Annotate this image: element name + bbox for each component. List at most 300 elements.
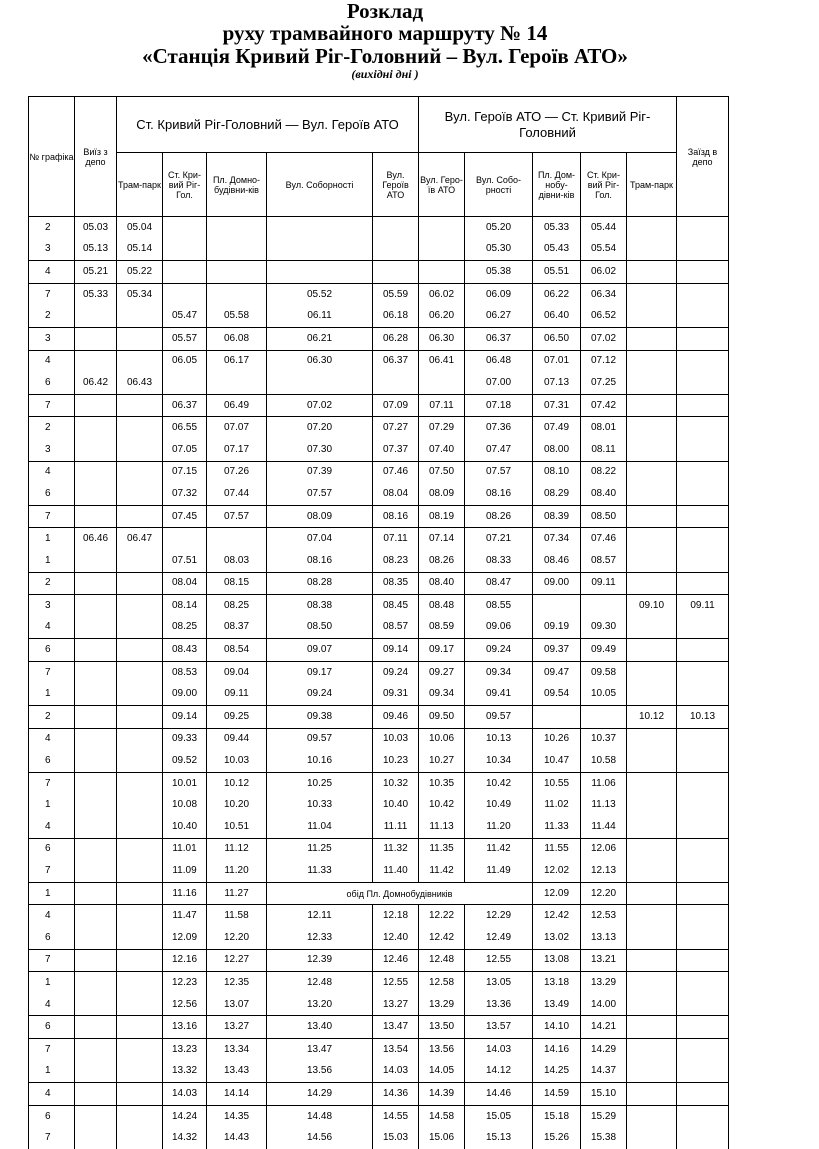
time-cell: 13.50 (419, 1016, 465, 1039)
time-cell (117, 706, 163, 729)
time-cell: 09.37 (533, 639, 581, 662)
col-d1-domno: Пл. Домно-будівни-ків (207, 153, 267, 217)
table-row (29, 683, 729, 705)
time-cell: 06.18 (373, 305, 419, 327)
time-cell (75, 505, 117, 528)
time-cell (627, 1061, 677, 1083)
table-row (29, 327, 729, 350)
time-cell: 14.21 (581, 1016, 627, 1039)
time-cell: 07.46 (373, 461, 419, 483)
time-cell (75, 305, 117, 327)
time-cell: 10.26 (533, 728, 581, 750)
time-cell: 10.12 (207, 772, 267, 794)
time-cell: 10.42 (465, 772, 533, 794)
table-row (29, 994, 729, 1016)
time-cell: 07.00 (465, 372, 533, 394)
time-cell: 11.12 (207, 838, 267, 860)
time-cell (677, 305, 729, 327)
grafik-number: 7 (29, 1127, 75, 1149)
time-cell (75, 350, 117, 372)
time-cell: 09.11 (677, 595, 729, 617)
time-cell (677, 972, 729, 994)
time-cell (75, 882, 117, 905)
time-cell: 11.44 (581, 816, 627, 838)
time-cell: 11.09 (163, 860, 207, 882)
time-cell (75, 572, 117, 595)
time-cell: 14.00 (581, 994, 627, 1016)
time-cell (117, 439, 163, 461)
time-cell: 12.42 (533, 905, 581, 927)
grafik-number: 6 (29, 1105, 75, 1127)
time-cell (627, 683, 677, 705)
time-cell: 07.14 (419, 528, 465, 550)
time-cell: 10.13 (677, 706, 729, 729)
time-cell: 13.27 (373, 994, 419, 1016)
time-cell: 11.04 (267, 816, 373, 838)
time-cell: 10.55 (533, 772, 581, 794)
grafik-number: 1 (29, 528, 75, 550)
route-name: «Станція Кривий Ріг-Головний – Вул. Героїв АТО» (142, 44, 628, 68)
time-cell (677, 949, 729, 972)
time-cell (75, 595, 117, 617)
time-cell: 11.16 (163, 882, 207, 905)
time-cell: 09.52 (163, 750, 207, 772)
time-cell (75, 994, 117, 1016)
time-cell: 14.03 (465, 1038, 533, 1060)
time-cell: 05.58 (207, 305, 267, 327)
time-cell: 08.16 (267, 550, 373, 572)
time-cell: 05.04 (117, 217, 163, 239)
time-cell (627, 483, 677, 505)
time-cell (75, 417, 117, 439)
time-cell (75, 860, 117, 882)
time-cell (677, 905, 729, 927)
time-cell (419, 261, 465, 284)
time-cell: 08.37 (207, 617, 267, 639)
time-cell (677, 461, 729, 483)
time-cell: 06.48 (465, 350, 533, 372)
time-cell (75, 394, 117, 417)
time-cell: 11.13 (419, 816, 465, 838)
time-cell (75, 772, 117, 794)
time-cell: 14.32 (163, 1127, 207, 1149)
time-cell (627, 927, 677, 949)
time-cell: 13.47 (267, 1038, 373, 1060)
time-cell (75, 949, 117, 972)
time-cell: 10.25 (267, 772, 373, 794)
time-cell: 08.19 (419, 505, 465, 528)
time-cell (373, 372, 419, 394)
time-cell (677, 572, 729, 595)
time-cell: 09.44 (207, 728, 267, 750)
time-cell: 08.48 (419, 595, 465, 617)
time-cell (75, 639, 117, 662)
time-cell (117, 683, 163, 705)
table-row (29, 728, 729, 750)
table-row (29, 905, 729, 927)
time-cell: 11.32 (373, 838, 419, 860)
time-cell (117, 972, 163, 994)
time-cell (627, 461, 677, 483)
time-cell (207, 528, 267, 550)
time-cell: 12.48 (267, 972, 373, 994)
time-cell: 06.09 (465, 283, 533, 305)
time-cell (677, 1038, 729, 1060)
time-cell (163, 528, 207, 550)
time-cell: 07.34 (533, 528, 581, 550)
time-cell: 10.47 (533, 750, 581, 772)
time-cell (627, 816, 677, 838)
time-cell: 07.47 (465, 439, 533, 461)
time-cell: 08.55 (465, 595, 533, 617)
time-cell: 09.46 (373, 706, 419, 729)
time-cell: 07.12 (581, 350, 627, 372)
time-cell: 09.31 (373, 683, 419, 705)
time-cell: 08.33 (465, 550, 533, 572)
time-cell (677, 683, 729, 705)
grafik-number: 7 (29, 394, 75, 417)
time-cell: 14.46 (465, 1083, 533, 1106)
time-cell (163, 283, 207, 305)
time-cell: 09.38 (267, 706, 373, 729)
grafik-number: 1 (29, 683, 75, 705)
grafik-number: 2 (29, 572, 75, 595)
time-cell: 10.16 (267, 750, 373, 772)
time-cell: 10.40 (373, 794, 419, 816)
time-cell: 08.35 (373, 572, 419, 595)
time-cell: 12.49 (465, 927, 533, 949)
time-cell: 09.07 (267, 639, 373, 662)
time-cell: 14.56 (267, 1127, 373, 1149)
time-cell: 12.23 (163, 972, 207, 994)
time-cell: 06.22 (533, 283, 581, 305)
time-cell (627, 239, 677, 261)
grafik-number: 4 (29, 905, 75, 927)
table-row (29, 394, 729, 417)
time-cell: 10.13 (465, 728, 533, 750)
table-row (29, 439, 729, 461)
time-cell (163, 239, 207, 261)
time-cell: 05.54 (581, 239, 627, 261)
time-cell: 07.17 (207, 439, 267, 461)
time-cell (207, 217, 267, 239)
time-cell: 08.45 (373, 595, 419, 617)
time-cell: 08.00 (533, 439, 581, 461)
time-cell (677, 838, 729, 860)
grafik-number: 6 (29, 372, 75, 394)
time-cell: 07.51 (163, 550, 207, 572)
table-row (29, 750, 729, 772)
time-cell: 07.46 (581, 528, 627, 550)
time-cell: 07.25 (581, 372, 627, 394)
time-cell (627, 417, 677, 439)
time-cell (677, 661, 729, 683)
time-cell: 13.08 (533, 949, 581, 972)
time-cell (627, 283, 677, 305)
time-cell: 13.36 (465, 994, 533, 1016)
table-row (29, 528, 729, 550)
time-cell: 10.33 (267, 794, 373, 816)
time-cell: 08.15 (207, 572, 267, 595)
time-cell: 11.01 (163, 838, 207, 860)
grafik-number: 1 (29, 972, 75, 994)
time-cell (627, 905, 677, 927)
time-cell: 09.11 (581, 572, 627, 595)
time-cell (627, 1127, 677, 1149)
time-cell: 07.04 (267, 528, 373, 550)
time-cell: 07.40 (419, 439, 465, 461)
time-cell (677, 1061, 729, 1083)
time-cell: 09.00 (533, 572, 581, 595)
time-cell: 05.30 (465, 239, 533, 261)
time-cell (627, 305, 677, 327)
time-cell: 09.11 (207, 683, 267, 705)
time-cell: 06.08 (207, 327, 267, 350)
time-cell: 07.30 (267, 439, 373, 461)
time-cell (117, 327, 163, 350)
time-cell (533, 595, 581, 617)
grafik-number: 4 (29, 461, 75, 483)
time-cell (677, 794, 729, 816)
col-d2-domno: Пл. Дом-нобу-дівни-ків (533, 153, 581, 217)
time-cell: 08.14 (163, 595, 207, 617)
time-cell: 14.10 (533, 1016, 581, 1039)
time-cell: 13.20 (267, 994, 373, 1016)
time-cell: 08.50 (581, 505, 627, 528)
table-row (29, 661, 729, 683)
time-cell: 13.29 (419, 994, 465, 1016)
time-cell: 10.08 (163, 794, 207, 816)
time-cell: 06.52 (581, 305, 627, 327)
time-cell: 06.27 (465, 305, 533, 327)
table-row (29, 417, 729, 439)
time-cell: 08.47 (465, 572, 533, 595)
time-cell (627, 550, 677, 572)
time-cell: 14.39 (419, 1083, 465, 1106)
col-depot-in: Заїзд в депо (677, 97, 729, 217)
time-cell: 08.50 (267, 617, 373, 639)
time-cell: 08.40 (581, 483, 627, 505)
time-cell: 13.43 (207, 1061, 267, 1083)
time-cell: 05.14 (117, 239, 163, 261)
time-cell: 06.11 (267, 305, 373, 327)
time-cell (677, 350, 729, 372)
time-cell: 07.49 (533, 417, 581, 439)
time-cell: 09.24 (373, 661, 419, 683)
time-cell (117, 595, 163, 617)
col-d2-sobornosti: Вул. Собо-рності (465, 153, 533, 217)
table-row (29, 1038, 729, 1060)
time-cell: 08.09 (267, 505, 373, 528)
grafik-number: 1 (29, 882, 75, 905)
time-cell: 07.44 (207, 483, 267, 505)
time-cell: 06.50 (533, 327, 581, 350)
time-cell: 05.34 (117, 283, 163, 305)
grafik-number: 7 (29, 949, 75, 972)
time-cell: 10.12 (627, 706, 677, 729)
time-cell: 14.24 (163, 1105, 207, 1127)
table-row (29, 772, 729, 794)
time-cell (677, 728, 729, 750)
time-cell: 09.34 (465, 661, 533, 683)
time-cell (207, 239, 267, 261)
time-cell: 12.13 (581, 860, 627, 882)
grafik-number: 3 (29, 439, 75, 461)
time-cell (117, 949, 163, 972)
grafik-number: 4 (29, 816, 75, 838)
time-cell: 13.05 (465, 972, 533, 994)
time-cell: 11.42 (465, 838, 533, 860)
time-cell (627, 528, 677, 550)
time-cell: 11.35 (419, 838, 465, 860)
time-cell (627, 572, 677, 595)
time-cell: 07.05 (163, 439, 207, 461)
grafik-number: 7 (29, 860, 75, 882)
time-cell: 11.42 (419, 860, 465, 882)
time-cell (75, 706, 117, 729)
grafik-number: 7 (29, 283, 75, 305)
time-cell: 07.21 (465, 528, 533, 550)
time-cell: 13.13 (581, 927, 627, 949)
time-cell: 09.33 (163, 728, 207, 750)
time-cell: 14.14 (207, 1083, 267, 1106)
time-cell: 15.13 (465, 1127, 533, 1149)
time-cell: 08.46 (533, 550, 581, 572)
time-cell (627, 261, 677, 284)
time-cell: 07.01 (533, 350, 581, 372)
time-cell: 09.49 (581, 639, 627, 662)
time-cell (677, 394, 729, 417)
table-row (29, 816, 729, 838)
time-cell (677, 927, 729, 949)
time-cell: 12.55 (373, 972, 419, 994)
time-cell (207, 261, 267, 284)
time-cell: 11.33 (267, 860, 373, 882)
time-cell: 13.49 (533, 994, 581, 1016)
time-cell: 09.24 (267, 683, 373, 705)
time-cell: 08.09 (419, 483, 465, 505)
time-cell: 09.50 (419, 706, 465, 729)
time-cell: 08.23 (373, 550, 419, 572)
time-cell (117, 550, 163, 572)
time-cell: 14.35 (207, 1105, 267, 1127)
time-cell (75, 728, 117, 750)
time-cell: 09.41 (465, 683, 533, 705)
time-cell (627, 372, 677, 394)
time-cell: 06.46 (75, 528, 117, 550)
time-cell (419, 217, 465, 239)
time-cell (75, 927, 117, 949)
time-cell: 10.03 (373, 728, 419, 750)
time-cell: 09.10 (627, 595, 677, 617)
time-cell (677, 550, 729, 572)
time-cell: 10.05 (581, 683, 627, 705)
grafik-number: 2 (29, 417, 75, 439)
time-cell (373, 261, 419, 284)
time-cell: 10.49 (465, 794, 533, 816)
time-cell (267, 261, 373, 284)
time-cell: 15.29 (581, 1105, 627, 1127)
time-cell: 07.11 (373, 528, 419, 550)
time-cell: 07.31 (533, 394, 581, 417)
time-cell (117, 572, 163, 595)
time-cell: 07.50 (419, 461, 465, 483)
time-cell: 09.34 (419, 683, 465, 705)
table-row (29, 882, 729, 905)
time-cell (627, 794, 677, 816)
time-cell (117, 1127, 163, 1149)
time-cell: 07.02 (267, 394, 373, 417)
time-cell (627, 1038, 677, 1060)
time-cell: 09.14 (163, 706, 207, 729)
table-row (29, 595, 729, 617)
col-depot-out: Виїз з депо (75, 97, 117, 217)
time-cell (627, 661, 677, 683)
time-cell: 08.53 (163, 661, 207, 683)
time-cell: 10.23 (373, 750, 419, 772)
table-row (29, 860, 729, 882)
time-cell: 08.04 (163, 572, 207, 595)
time-cell: 11.33 (533, 816, 581, 838)
table-row (29, 550, 729, 572)
time-cell: 11.55 (533, 838, 581, 860)
time-cell: 06.17 (207, 350, 267, 372)
time-cell (677, 239, 729, 261)
time-cell: 13.56 (419, 1038, 465, 1060)
col-d1-trampark: Трам-парк (117, 153, 163, 217)
time-cell (117, 772, 163, 794)
time-cell: 06.47 (117, 528, 163, 550)
time-cell (627, 972, 677, 994)
time-cell: 11.13 (581, 794, 627, 816)
grafik-number: 7 (29, 661, 75, 683)
time-cell: 14.36 (373, 1083, 419, 1106)
time-cell: 12.16 (163, 949, 207, 972)
time-cell (75, 972, 117, 994)
time-cell: 06.30 (267, 350, 373, 372)
grafik-number: 6 (29, 927, 75, 949)
time-cell: 07.09 (373, 394, 419, 417)
grafik-number: 2 (29, 217, 75, 239)
time-cell: 13.27 (207, 1016, 267, 1039)
table-row (29, 949, 729, 972)
time-cell: 09.47 (533, 661, 581, 683)
time-cell: 06.43 (117, 372, 163, 394)
time-cell (677, 1105, 729, 1127)
time-cell (117, 838, 163, 860)
time-cell: 07.26 (207, 461, 267, 483)
time-cell (581, 706, 627, 729)
schedule-table (28, 96, 729, 1149)
time-cell (75, 1083, 117, 1106)
time-cell: 10.37 (581, 728, 627, 750)
time-cell: 05.43 (533, 239, 581, 261)
time-cell (677, 639, 729, 662)
time-cell (75, 794, 117, 816)
time-cell: 14.37 (581, 1061, 627, 1083)
time-cell: 09.27 (419, 661, 465, 683)
time-cell: 05.47 (163, 305, 207, 327)
time-cell: 12.29 (465, 905, 533, 927)
time-cell (627, 949, 677, 972)
time-cell: 07.45 (163, 505, 207, 528)
time-cell: 12.06 (581, 838, 627, 860)
time-cell (75, 905, 117, 927)
time-cell: 13.40 (267, 1016, 373, 1039)
time-cell (627, 838, 677, 860)
time-cell (75, 816, 117, 838)
time-cell (627, 860, 677, 882)
